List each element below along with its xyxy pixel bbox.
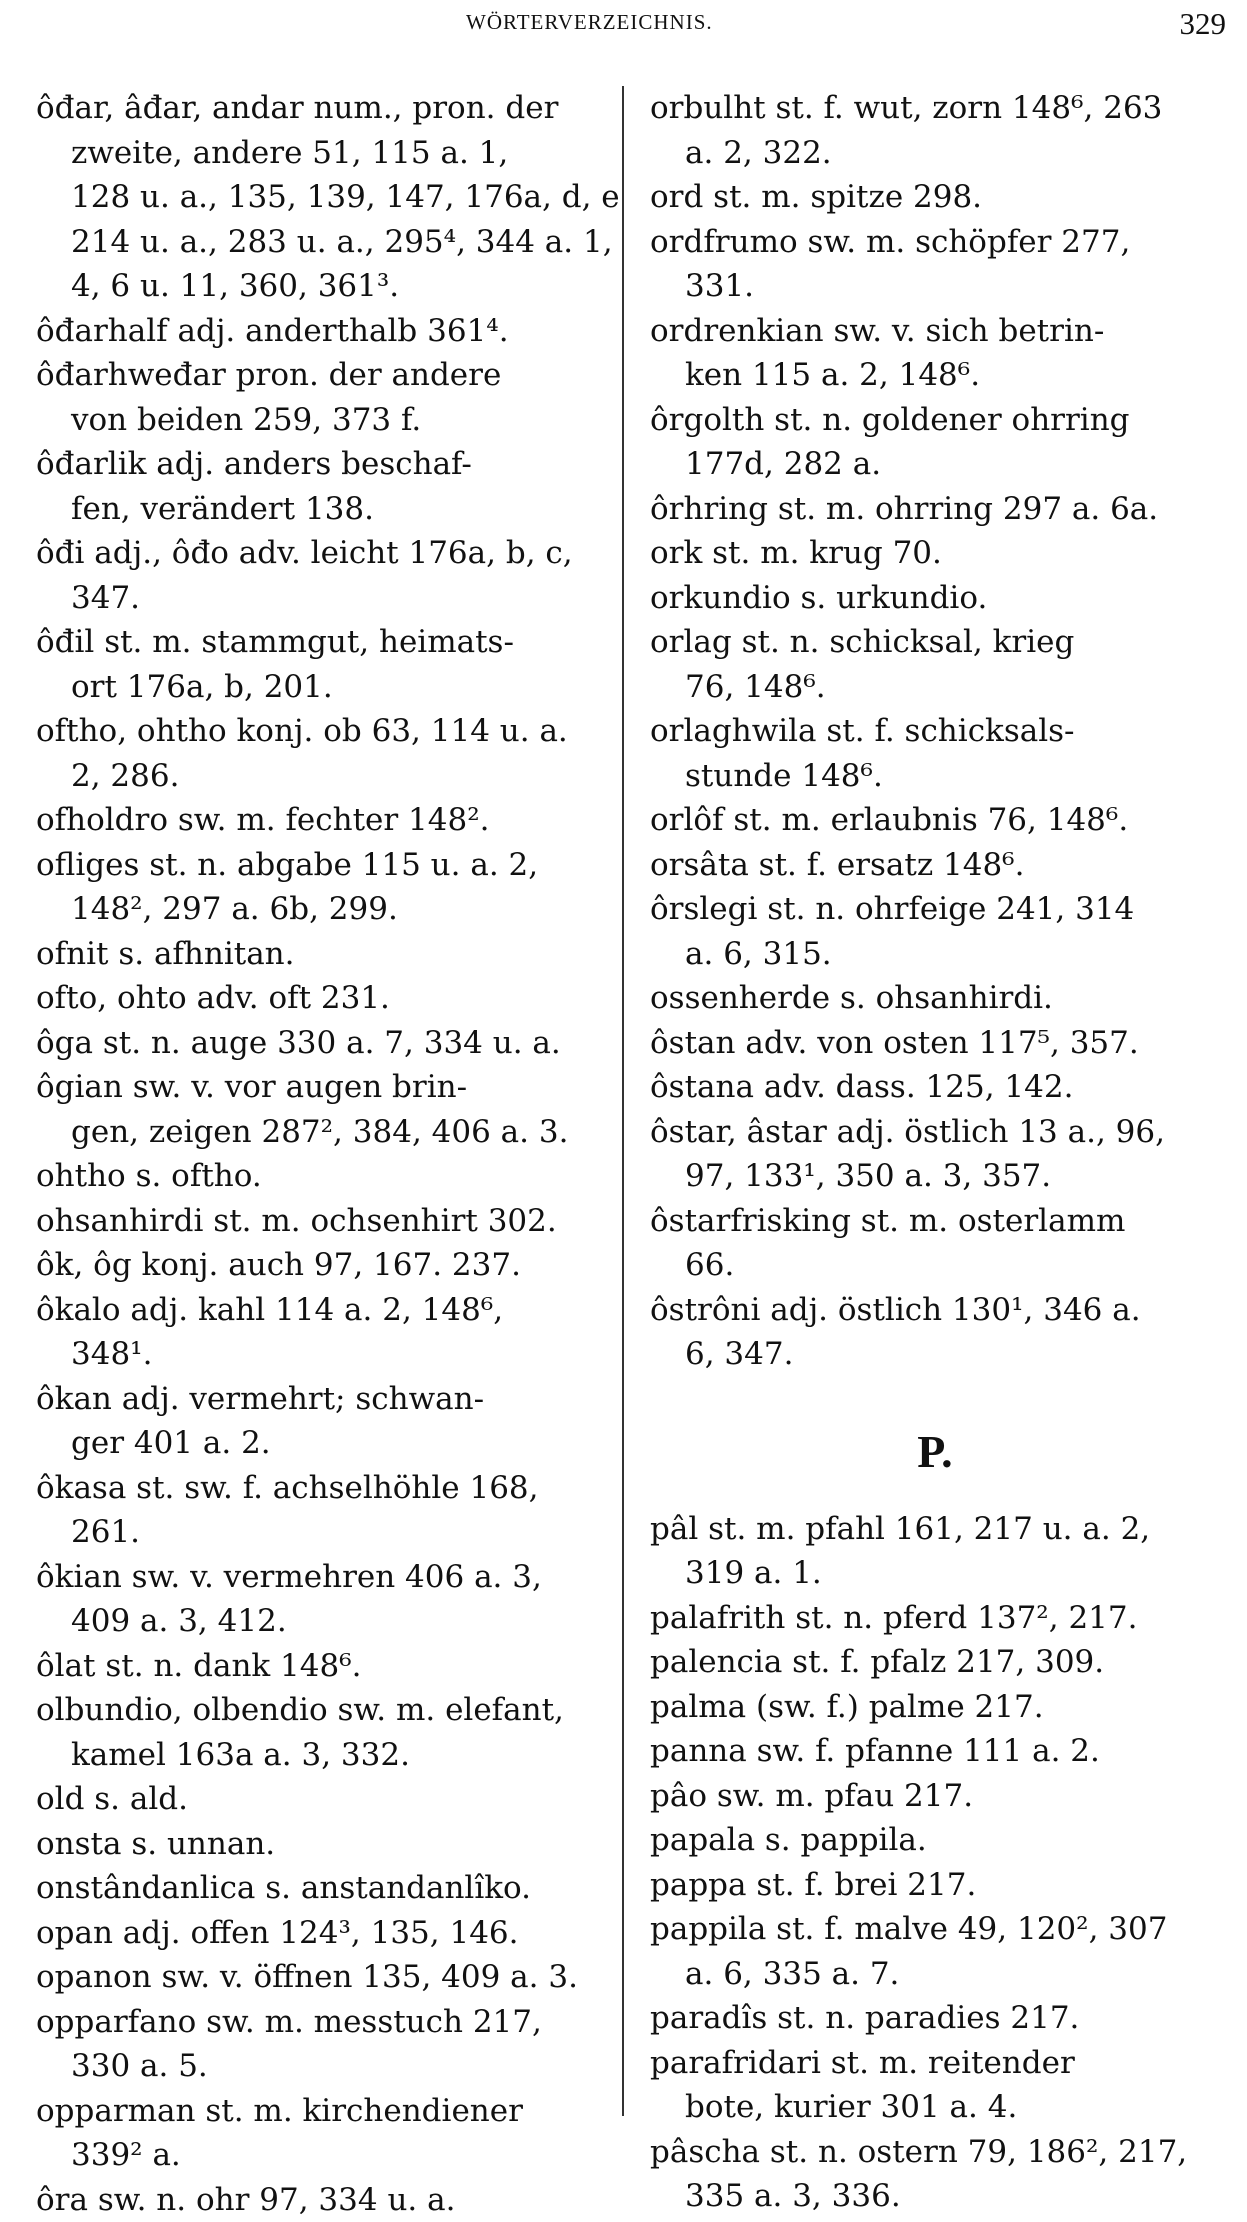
running-title: WÖRTERVERZEICHNIS. (466, 10, 713, 35)
entry-continuation: 2, 286. (36, 754, 596, 799)
entry-continuation: 214 u. a., 283 u. a., 295⁴, 344 a. 1, (36, 220, 596, 265)
entry-headline: ôkian sw. v. vermehren 406 a. 3, (36, 1555, 596, 1600)
entry-headline: ôđil st. m. stammgut, heimats- (36, 620, 596, 665)
dictionary-entry (650, 976, 1220, 1021)
dictionary-entry (650, 1774, 1220, 1819)
entry-continuation: 330 a. 5. (36, 2044, 596, 2089)
entry-headline: opparfano sw. m. messtuch 217, (36, 2000, 596, 2045)
dictionary-entry (36, 1644, 596, 1689)
dictionary-entry (36, 1466, 596, 1555)
column-divider (622, 86, 624, 2116)
entry-headline: parafridari st. m. reitender (650, 2041, 1220, 2086)
dictionary-entry (36, 798, 596, 843)
entry-headline: orlôf st. m. erlaubnis 76, 148⁶. (650, 798, 1220, 843)
dictionary-entry (36, 2089, 596, 2178)
dictionary-entry (36, 1288, 596, 1377)
entry-continuation: a. 2, 322. (650, 131, 1220, 176)
dictionary-entry (36, 620, 596, 709)
entry-headline: ôstan adv. von osten 117⁵, 357. (650, 1021, 1220, 1066)
entry-headline: ôđarhweđar pron. der andere (36, 353, 596, 398)
dictionary-entry (36, 1911, 596, 1956)
dictionary-entry (650, 1640, 1220, 1685)
entry-headline: pâscha st. n. ostern 79, 186², 217, (650, 2130, 1220, 2175)
entry-headline: old s. ald. (36, 1777, 596, 1822)
entry-headline: opparman st. m. kirchendiener (36, 2089, 596, 2134)
entry-headline: olbundio, olbendio sw. m. elefant, (36, 1688, 596, 1733)
entry-headline: ofliges st. n. abgabe 115 u. a. 2, (36, 843, 596, 888)
entry-headline: ossenherde s. ohsanhirdi. (650, 976, 1220, 1021)
entry-continuation: stunde 148⁶. (650, 754, 1220, 799)
entry-headline: papala s. pappila. (650, 1818, 1220, 1863)
dictionary-entry (650, 1110, 1220, 1199)
page-number: 329 (1180, 6, 1227, 42)
entry-headline: ord st. m. spitze 298. (650, 175, 1220, 220)
dictionary-entry (36, 1021, 596, 1066)
entry-headline: ôra sw. n. ohr 97, 334 u. a. (36, 2178, 596, 2222)
entry-continuation: 261. (36, 1510, 596, 1555)
dictionary-entry (650, 1907, 1220, 1996)
dictionary-entry (650, 1288, 1220, 1377)
entry-continuation: a. 6, 335 a. 7. (650, 1952, 1220, 1997)
dictionary-entry (36, 1555, 596, 1644)
entry-headline: panna sw. f. pfanne 111 a. 2. (650, 1729, 1220, 1774)
entry-headline: ôk, ôg konj. auch 97, 167. 237. (36, 1243, 596, 1288)
dictionary-entry (650, 175, 1220, 220)
dictionary-entry (36, 843, 596, 932)
entry-headline: orkundio s. urkundio. (650, 576, 1220, 621)
entry-headline: ôgian sw. v. vor augen brin- (36, 1065, 596, 1110)
dictionary-entry (650, 220, 1220, 309)
entry-headline: ofnit s. afhnitan. (36, 932, 596, 977)
entry-headline: ôđarlik adj. anders beschaf- (36, 442, 596, 487)
entry-continuation: 97, 133¹, 350 a. 3, 357. (650, 1154, 1220, 1199)
dictionary-entry (650, 1065, 1220, 1110)
entry-headline: ôrhring st. m. ohrring 297 a. 6a. (650, 487, 1220, 532)
entry-continuation: 4, 6 u. 11, 360, 361³. (36, 264, 596, 309)
dictionary-entry (650, 398, 1220, 487)
entry-continuation: 319 a. 1. (650, 1551, 1220, 1596)
entry-headline: ohsanhirdi st. m. ochsenhirt 302. (36, 1199, 596, 1244)
entry-continuation: ken 115 a. 2, 148⁶. (650, 353, 1220, 398)
entry-headline: ôkasa st. sw. f. achselhöhle 168, (36, 1466, 596, 1511)
dictionary-entry (36, 1199, 596, 1244)
entry-headline: ôđarhalf adj. anderthalb 361⁴. (36, 309, 596, 354)
entry-continuation: 339² a. (36, 2133, 596, 2178)
dictionary-entry (36, 1955, 596, 2000)
dictionary-entry (650, 1507, 1220, 1596)
dictionary-entry (36, 2178, 596, 2222)
entry-headline: opan adj. offen 124³, 135, 146. (36, 1911, 596, 1956)
entry-headline: pâo sw. m. pfau 217. (650, 1774, 1220, 1819)
entry-continuation: 128 u. a., 135, 139, 147, 176a, d, e (36, 175, 596, 220)
dictionary-entry (650, 620, 1220, 709)
dictionary-entry (36, 1777, 596, 1822)
entry-headline: paradîs st. n. paradies 217. (650, 1996, 1220, 2041)
entry-headline: ôstarfrisking st. m. osterlamm (650, 1199, 1220, 1244)
dictionary-entry (650, 531, 1220, 576)
entry-headline: orlag st. n. schicksal, krieg (650, 620, 1220, 665)
entry-headline: ork st. m. krug 70. (650, 531, 1220, 576)
entry-headline: pappila st. f. malve 49, 120², 307 (650, 1907, 1220, 1952)
entry-headline: pâl st. m. pfahl 161, 217 u. a. 2, (650, 1507, 1220, 1552)
entry-continuation: bote, kurier 301 a. 4. (650, 2085, 1220, 2130)
entry-continuation: ger 401 a. 2. (36, 1421, 596, 1466)
dictionary-entry (36, 1688, 596, 1777)
dictionary-entry (650, 1021, 1220, 1066)
dictionary-entry (650, 1818, 1220, 1863)
dictionary-entry (36, 1822, 596, 1867)
entry-continuation: 409 a. 3, 412. (36, 1599, 596, 1644)
dictionary-entry (36, 309, 596, 354)
left-column (36, 86, 596, 2222)
entry-continuation: 177d, 282 a. (650, 442, 1220, 487)
dictionary-entry (650, 1729, 1220, 1774)
entry-continuation: 348¹. (36, 1332, 596, 1377)
dictionary-entry (650, 709, 1220, 798)
dictionary-entry (36, 531, 596, 620)
entry-continuation: 76, 148⁶. (650, 665, 1220, 710)
dictionary-entry (650, 1596, 1220, 1641)
dictionary-entry (650, 1199, 1220, 1288)
dictionary-entry (36, 1065, 596, 1154)
dictionary-entry (36, 1243, 596, 1288)
entry-continuation: 347. (36, 576, 596, 621)
entry-headline: ohtho s. oftho. (36, 1154, 596, 1199)
dictionary-entry (650, 487, 1220, 532)
dictionary-entry (650, 2041, 1220, 2130)
entry-continuation: gen, zeigen 287², 384, 406 a. 3. (36, 1110, 596, 1155)
entry-headline: ôstana adv. dass. 125, 142. (650, 1065, 1220, 1110)
dictionary-entry (36, 1377, 596, 1466)
entry-headline: orsâta st. f. ersatz 148⁶. (650, 843, 1220, 888)
entry-continuation: 6, 347. (650, 1332, 1220, 1377)
entry-headline: oftho, ohtho konj. ob 63, 114 u. a. (36, 709, 596, 754)
entry-continuation: ort 176a, b, 201. (36, 665, 596, 710)
entry-headline: orlaghwila st. f. schicksals- (650, 709, 1220, 754)
dictionary-entry (36, 976, 596, 1021)
entry-headline: onstândanlica s. anstandanlîko. (36, 1866, 596, 1911)
entry-headline: ôđi adj., ôđo adv. leicht 176a, b, c, (36, 531, 596, 576)
entry-headline: ôkalo adj. kahl 114 a. 2, 148⁶, (36, 1288, 596, 1333)
entry-headline: ordfrumo sw. m. schöpfer 277, (650, 220, 1220, 265)
entry-headline: ôđar, âđar, andar num., pron. der (36, 86, 596, 131)
entry-headline: ôkan adj. vermehrt; schwan- (36, 1377, 596, 1422)
entry-headline: orbulht st. f. wut, zorn 148⁶, 263 (650, 86, 1220, 131)
entry-continuation: zweite, andere 51, 115 a. 1, (36, 131, 596, 176)
dictionary-entry (36, 709, 596, 798)
entry-headline: ofto, ohto adv. oft 231. (36, 976, 596, 1021)
entry-continuation: fen, verändert 138. (36, 487, 596, 532)
dictionary-entry (36, 1866, 596, 1911)
entry-headline: palafrith st. n. pferd 137², 217. (650, 1596, 1220, 1641)
dictionary-entry (650, 1685, 1220, 1730)
entry-continuation: a. 6, 315. (650, 932, 1220, 977)
entry-continuation: kamel 163a a. 3, 332. (36, 1733, 596, 1778)
entry-headline: ôlat st. n. dank 148⁶. (36, 1644, 596, 1689)
page-header (36, 10, 1226, 60)
dictionary-entry (36, 1154, 596, 1199)
dictionary-entry (36, 353, 596, 442)
entry-headline: opanon sw. v. öffnen 135, 409 a. 3. (36, 1955, 596, 2000)
dictionary-entry (650, 843, 1220, 888)
dictionary-entry (650, 86, 1220, 175)
entry-headline: ôstrôni adj. östlich 130¹, 346 a. (650, 1288, 1220, 1333)
entry-continuation: von beiden 259, 373 f. (36, 398, 596, 443)
entry-headline: onsta s. unnan. (36, 1822, 596, 1867)
dictionary-entry (650, 2130, 1220, 2219)
dictionary-entry (650, 798, 1220, 843)
entry-continuation: 148², 297 a. 6b, 299. (36, 887, 596, 932)
dictionary-entry (650, 1996, 1220, 2041)
dictionary-entry (650, 309, 1220, 398)
entry-headline: ôrgolth st. n. goldener ohrring (650, 398, 1220, 443)
dictionary-entry (650, 887, 1220, 976)
entry-continuation: 331. (650, 264, 1220, 309)
entry-headline: ôga st. n. auge 330 a. 7, 334 u. a. (36, 1021, 596, 1066)
entry-headline: palencia st. f. pfalz 217, 309. (650, 1640, 1220, 1685)
dictionary-entry (650, 1863, 1220, 1908)
p-entries (650, 1507, 1220, 2219)
entry-headline: ôrslegi st. n. ohrfeige 241, 314 (650, 887, 1220, 932)
section-letter: P. (650, 1397, 1220, 1507)
entry-continuation: 335 a. 3, 336. (650, 2174, 1220, 2219)
dictionary-entry (650, 576, 1220, 621)
entry-headline: ordrenkian sw. v. sich betrin- (650, 309, 1220, 354)
entry-headline: pappa st. f. brei 217. (650, 1863, 1220, 1908)
entry-headline: ofholdro sw. m. fechter 148². (36, 798, 596, 843)
entry-headline: ôstar, âstar adj. östlich 13 a., 96, (650, 1110, 1220, 1155)
dictionary-entry (36, 86, 596, 309)
dictionary-entry (36, 932, 596, 977)
dictionary-entry (36, 2000, 596, 2089)
entry-headline: palma (sw. f.) palme 217. (650, 1685, 1220, 1730)
right-column (650, 86, 1220, 2219)
entry-continuation: 66. (650, 1243, 1220, 1288)
o-entries (650, 86, 1220, 1377)
dictionary-entry (36, 442, 596, 531)
